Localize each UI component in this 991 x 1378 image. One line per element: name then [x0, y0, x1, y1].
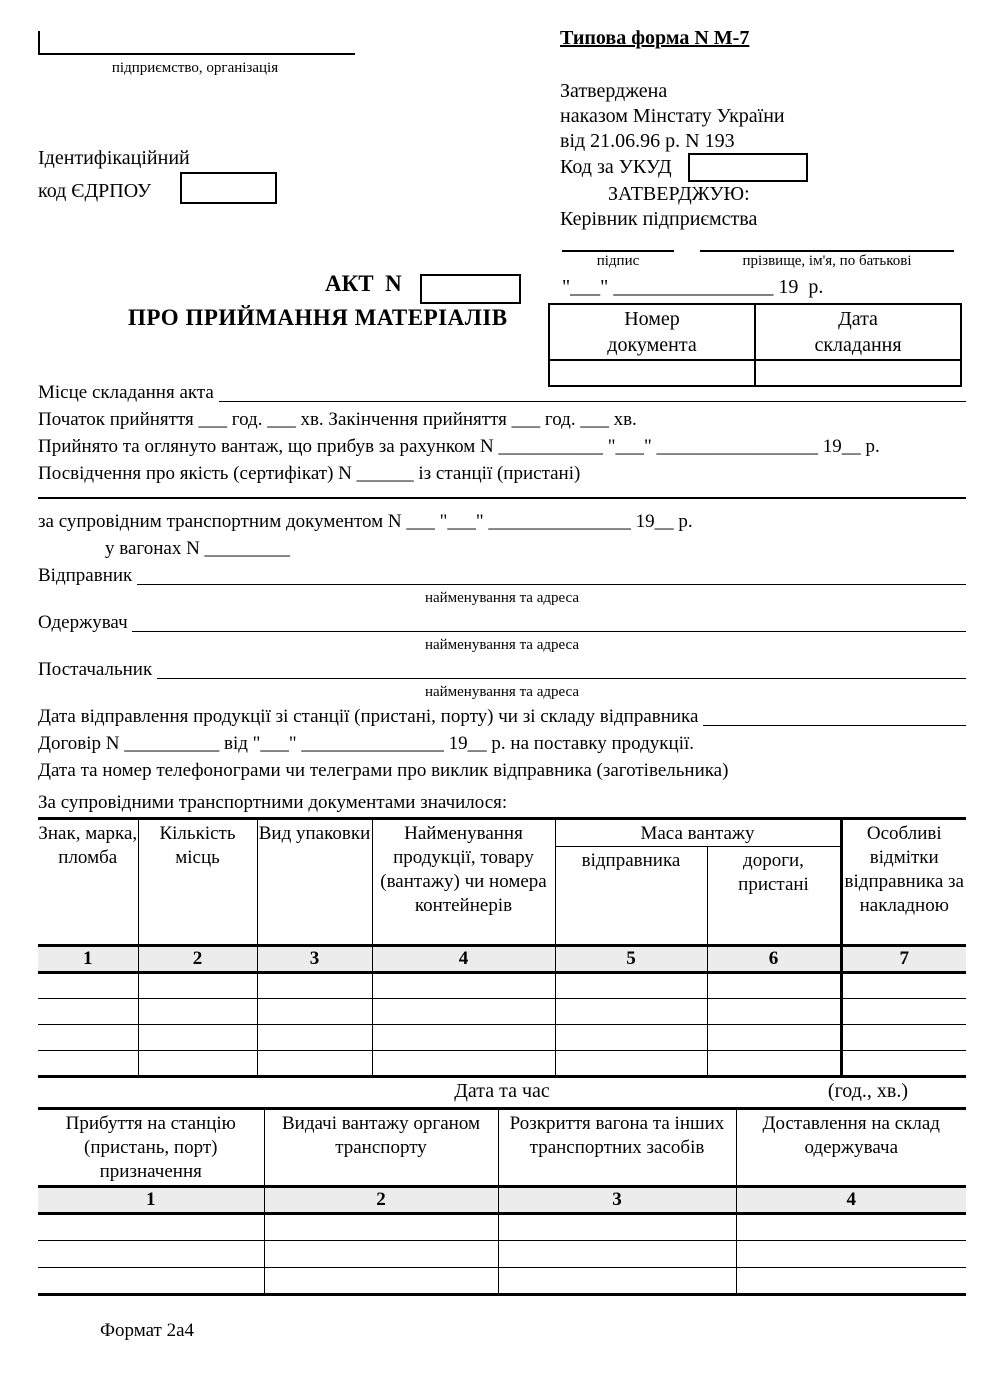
- enterprise-caption: підприємство, організація: [111, 60, 279, 76]
- signature-lines: [562, 230, 954, 252]
- t2-num-3: 3: [498, 1187, 736, 1214]
- t2-number-row: [38, 1187, 966, 1214]
- ukud-label: Код за УКУД: [560, 155, 672, 178]
- t1-col7-header: Особливі відмітки відправника за накладною: [841, 819, 966, 946]
- dispatch-date-line: [38, 703, 966, 730]
- blank-cell[interactable]: [372, 1051, 555, 1077]
- blank-cell[interactable]: [138, 1025, 257, 1051]
- dispatch-date-field[interactable]: [703, 703, 966, 726]
- t1-col2-header: Кількість місць: [138, 819, 257, 946]
- blank-cell[interactable]: [707, 1051, 841, 1077]
- t2-col2-header: Видачі вантажу органом транспорту: [264, 1109, 498, 1187]
- transport-document-line: за супровідним транспортним документом N ___ "___" _______________ 19__ р.: [38, 511, 693, 532]
- blank-cell[interactable]: [264, 1241, 498, 1268]
- hours-min-label: (год., хв.): [827, 1080, 908, 1102]
- approved-line-1: Затверджена: [560, 80, 668, 102]
- station-field[interactable]: [38, 487, 966, 499]
- blank-cell[interactable]: [38, 1051, 138, 1077]
- blank-row: [38, 1214, 966, 1241]
- name-caption: прізвище, ім'я, по батькові: [742, 253, 912, 269]
- t1-num-5: 5: [555, 946, 707, 973]
- dispatch-date-label: Дата відправлення продукції зі станції (пристані, порту) чи зі складу відправника: [38, 706, 704, 727]
- t1-col3-header: Вид упаковки: [257, 819, 372, 946]
- blank-cell[interactable]: [736, 1268, 966, 1295]
- signature-area: [562, 230, 954, 299]
- t2-num-2: 2: [264, 1187, 498, 1214]
- transport-docs-table-wrap: [38, 817, 966, 1078]
- operations-table: [38, 1107, 966, 1296]
- blank-cell[interactable]: [498, 1268, 736, 1295]
- signature-gap: [674, 230, 700, 252]
- blank-cell[interactable]: [257, 1051, 372, 1077]
- signature-captions: [562, 252, 954, 271]
- blank-cell[interactable]: [138, 1051, 257, 1077]
- act-number-box[interactable]: [420, 274, 521, 304]
- blank-cell[interactable]: [707, 973, 841, 999]
- blank-cell[interactable]: [38, 973, 138, 999]
- blank-cell[interactable]: [38, 1025, 138, 1051]
- table1-intro: За супровідними транспортними документами значилося:: [38, 792, 508, 813]
- t1-sub2-header: дороги, пристані: [707, 847, 841, 946]
- blank-cell[interactable]: [841, 1051, 966, 1077]
- blank-cell[interactable]: [38, 1241, 264, 1268]
- sender-field[interactable]: [137, 562, 966, 585]
- datetime-row: [38, 1080, 966, 1107]
- approved-line-3: від 21.06.96 р. N 193: [560, 130, 735, 152]
- format-note: Формат 2а4: [100, 1320, 195, 1341]
- ukud-code-box[interactable]: [688, 153, 808, 182]
- t2-num-1: 1: [38, 1187, 264, 1214]
- approved-line-2: наказом Мінстату України: [560, 105, 785, 127]
- supplier-label: Постачальник: [38, 659, 157, 680]
- sender-line: [38, 562, 966, 589]
- t1-col1-header: Знак, марка, пломба: [38, 819, 138, 946]
- sender-caption: найменування та адреса: [424, 590, 580, 606]
- cargo-inspected-line: Прийнято та оглянуто вантаж, що прибув за рахунком N ___________ "___" _________________ 19__ р.: [38, 436, 880, 457]
- transport-docs-table: [38, 817, 966, 1078]
- full-name-field[interactable]: [700, 230, 954, 252]
- blank-cell[interactable]: [38, 1268, 264, 1295]
- receiver-caption: найменування та адреса: [424, 637, 580, 653]
- approval-date-line[interactable]: "___" ________________ 19 р.: [562, 276, 824, 298]
- blank-cell[interactable]: [264, 1214, 498, 1241]
- blank-row: [38, 1025, 966, 1051]
- doc-date-header: Дата складання: [755, 304, 961, 360]
- ukud-row: [560, 152, 958, 182]
- t1-col4-header: Найменування продукції, товару (вантажу) чи номера контейнерів: [372, 819, 555, 946]
- t1-sub1-header: відправника: [555, 847, 707, 946]
- blank-cell[interactable]: [707, 1025, 841, 1051]
- signature-gap: [674, 252, 700, 271]
- blank-cell[interactable]: [38, 999, 138, 1025]
- acceptance-time-line: Початок прийняття ___ год. ___ хв. Закінчення прийняття ___ год. ___ хв.: [38, 409, 637, 430]
- t1-num-1: 1: [38, 946, 138, 973]
- enterprise-name-field[interactable]: [38, 31, 355, 55]
- id-code-label-line1: Ідентифікаційний: [38, 147, 190, 169]
- blank-cell[interactable]: [372, 973, 555, 999]
- blank-cell[interactable]: [555, 999, 707, 1025]
- place-label: Місце складання акта: [38, 382, 219, 403]
- contract-line: Договір N __________ від "___" _______________ 19__ р. на поставку продукції.: [38, 733, 695, 754]
- receiver-line: [38, 609, 966, 636]
- place-line: [38, 379, 966, 406]
- header-right-block: [560, 26, 958, 232]
- supplier-caption: найменування та адреса: [424, 684, 580, 700]
- t2-num-4: 4: [736, 1187, 966, 1214]
- operations-table-wrap: [38, 1107, 966, 1296]
- act-subtitle: ПРО ПРИЙМАННЯ МАТЕРІАЛІВ: [128, 305, 508, 330]
- t1-num-3: 3: [257, 946, 372, 973]
- blank-cell[interactable]: [257, 973, 372, 999]
- t2-col1-header: Прибуття на станцію (пристань, порт) призначення: [38, 1109, 264, 1187]
- doc-number-table: [548, 303, 962, 387]
- head-of-enterprise: Керівник підприємства: [560, 208, 758, 230]
- edrpou-code-box[interactable]: [180, 172, 277, 204]
- wagons-line: у вагонах N _________: [105, 538, 291, 559]
- telegram-line: Дата та номер телефонограми чи телеграми про виклик відправника (заготівельника): [38, 760, 729, 781]
- t1-number-row: [38, 946, 966, 973]
- doc-number-table-wrap: [548, 303, 962, 387]
- blank-cell[interactable]: [555, 973, 707, 999]
- form-number-title: Типова форма N М-7: [560, 27, 750, 49]
- receiver-label: Одержувач: [38, 612, 133, 633]
- doc-number-header: Номер документа: [549, 304, 755, 360]
- receiver-field[interactable]: [132, 609, 966, 632]
- blank-cell[interactable]: [38, 1214, 264, 1241]
- t1-num-6: 6: [707, 946, 841, 973]
- signature-field[interactable]: [562, 230, 674, 252]
- certificate-line: Посвідчення про якість (сертифікат) N ______ із станції (пристані): [38, 463, 581, 484]
- blank-cell[interactable]: [555, 1051, 707, 1077]
- blank-row: [38, 973, 966, 999]
- blank-cell[interactable]: [372, 1025, 555, 1051]
- blank-cell[interactable]: [841, 973, 966, 999]
- id-code-label-line2: код ЄДРПОУ: [38, 180, 152, 202]
- place-field[interactable]: [219, 379, 966, 402]
- blank-cell[interactable]: [257, 1025, 372, 1051]
- act-title: АКТ N: [325, 271, 402, 296]
- sender-label: Відправник: [38, 565, 138, 586]
- blank-cell[interactable]: [138, 973, 257, 999]
- blank-cell[interactable]: [707, 999, 841, 1025]
- datetime-label: Дата та час: [454, 1080, 550, 1102]
- approve-stamp: ЗАТВЕРДЖУЮ:: [608, 183, 750, 205]
- blank-cell[interactable]: [555, 1025, 707, 1051]
- supplier-field[interactable]: [157, 656, 966, 679]
- signature-caption: підпис: [596, 253, 640, 269]
- blank-cell[interactable]: [372, 999, 555, 1025]
- blank-cell[interactable]: [257, 999, 372, 1025]
- t1-num-4: 4: [372, 946, 555, 973]
- blank-cell[interactable]: [841, 1025, 966, 1051]
- blank-row: [38, 1241, 966, 1268]
- t2-col4-header: Доставлення на склад одержувача: [736, 1109, 966, 1187]
- blank-cell[interactable]: [498, 1214, 736, 1241]
- blank-row: [38, 1051, 966, 1077]
- blank-cell[interactable]: [264, 1268, 498, 1295]
- blank-cell[interactable]: [736, 1241, 966, 1268]
- supplier-line: [38, 656, 966, 683]
- blank-row: [38, 1268, 966, 1295]
- body-block: [38, 379, 966, 784]
- blank-row: [38, 999, 966, 1025]
- blank-cell[interactable]: [138, 999, 257, 1025]
- blank-cell[interactable]: [736, 1214, 966, 1241]
- blank-cell[interactable]: [498, 1241, 736, 1268]
- t1-num-7: 7: [841, 946, 966, 973]
- blank-cell[interactable]: [841, 999, 966, 1025]
- t2-col3-header: Розкриття вагона та інших транспортних засобів: [498, 1109, 736, 1187]
- t1-mass-group-header: Маса вантажу: [555, 819, 841, 847]
- t1-num-2: 2: [138, 946, 257, 973]
